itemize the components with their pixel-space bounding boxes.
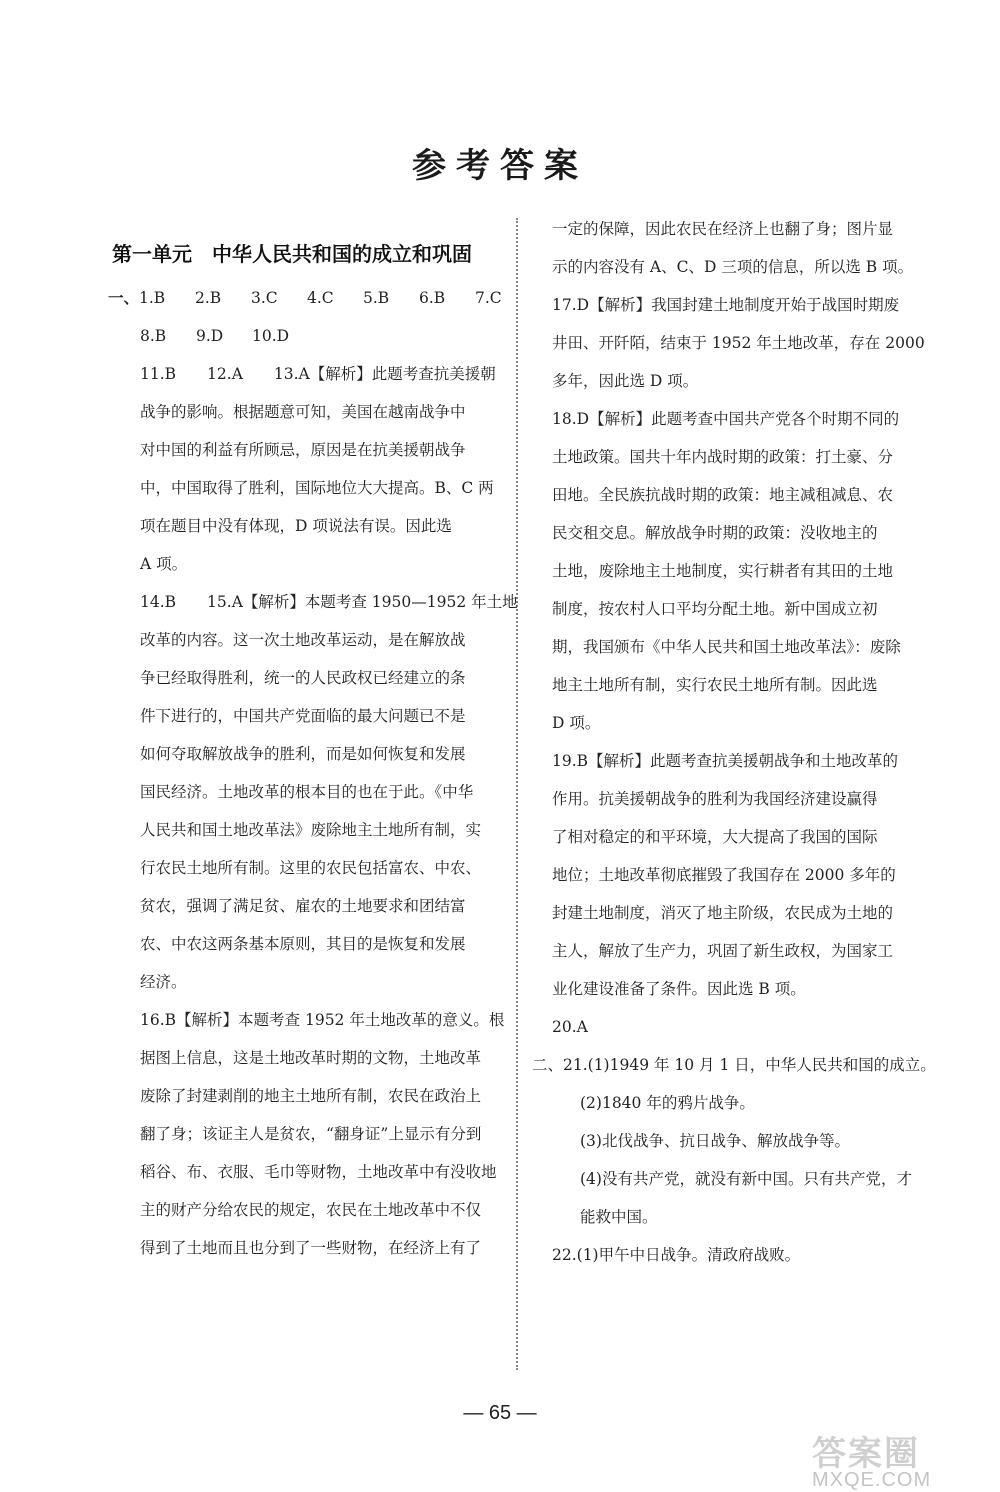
- left-column: [108, 210, 518, 1267]
- answer-line: 田地。全民族抗战时期的政策：地主减租减息、农: [552, 486, 894, 504]
- answer-line: (4)没有共产党，就没有新中国。只有共产党，才: [580, 1170, 912, 1188]
- answer-line: 对中国的利益有所顾忌，原因是在抗美援朝战争: [140, 441, 466, 459]
- unit-title: 第一单元 中华人民共和国的成立和巩固: [112, 242, 472, 266]
- answer-line: 稻谷、布、衣服、毛巾等财物，土地改革中有没收地: [140, 1163, 497, 1181]
- answer-line: 国民经济。土地改革的根本目的也在于此。《中华: [140, 783, 474, 801]
- answer-line: 期，我国颁布《中华人民共和国土地改革法》：废除: [552, 638, 901, 656]
- answer-line: 19.B【解析】此题考查抗美援朝战争和土地改革的: [552, 752, 899, 770]
- watermark-logo-text: 答案圈: [812, 1435, 920, 1473]
- answer-line: 据图上信息，这是土地改革时期的文物，土地改革: [140, 1049, 482, 1067]
- watermark-logo: [812, 1426, 988, 1491]
- answer-item: 6.B: [419, 289, 446, 307]
- answer-item: 3.C: [251, 289, 278, 307]
- answer-item: 1.B: [139, 289, 166, 307]
- answer-line: 18.D【解析】此题考查中国共产党各个时期不同的: [552, 410, 900, 428]
- answer-line: 地位；土地改革彻底摧毁了我国存在 2000 多年的: [552, 866, 896, 884]
- answer-item: 2.B: [195, 289, 222, 307]
- watermark-url: MXQE.COM: [812, 1469, 932, 1491]
- answer-line: 改革的内容。这一次土地改革运动，是在解放战: [140, 631, 466, 649]
- answer-item: 9.D: [196, 327, 224, 345]
- answer-line: 能救中国。: [580, 1208, 658, 1226]
- answer-line: 17.D【解析】我国封建土地制度开始于战国时期废: [552, 296, 900, 314]
- answer-line: 多年，因此选 D 项。: [552, 372, 699, 390]
- answer-line: 业化建设准备了条件。因此选 B 项。: [552, 980, 806, 998]
- answer-line: 如何夺取解放战争的胜利，而是如何恢复和发展: [140, 745, 466, 763]
- answer-line: 经济。: [140, 973, 187, 991]
- answer-line: 一定的保障，因此农民在经济上也翻了身；图片显: [552, 220, 894, 238]
- answer-row-2: [112, 317, 502, 355]
- answer-line: D 项。: [552, 714, 601, 732]
- answer-item: 7.C: [475, 289, 502, 307]
- answer-line: 得到了土地而且也分到了一些财物，在经济上有了: [140, 1239, 482, 1257]
- answer-line: 了相对稳定的和平环境，大大提高了我国的国际: [552, 828, 878, 846]
- page-number: — 65 —: [463, 1402, 537, 1424]
- answer-line: 民交租交息。解放战争时期的政策：没收地主的: [552, 524, 878, 542]
- answer-line: 中，中国取得了胜利，国际地位大大提高。B、C 两: [140, 479, 494, 497]
- answer-line: 井田、开阡陌，结束于 1952 年土地改革，存在 2000: [552, 334, 925, 352]
- answer-item: 5.B: [363, 289, 390, 307]
- answer-line: 二、21.(1)1949 年 10 月 1 日，中华人民共和国的成立。: [532, 1056, 936, 1074]
- answer-line: 翻了身；该证主人是贫农，“翻身证”上显示有分到: [140, 1125, 482, 1143]
- answer-line: 行农民土地所有制。这里的农民包括富农、中农、: [140, 859, 482, 877]
- answer-line: 争已经取得胜利，统一的人民政权已经建立的条: [140, 669, 466, 687]
- answer-line: 土地，废除地主土地制度，实行耕者有其田的土地: [552, 562, 894, 580]
- answer-line: 制度，按农村人口平均分配土地。新中国成立初: [552, 600, 878, 618]
- answer-line: A 项。: [140, 555, 188, 573]
- right-column: [532, 210, 936, 1274]
- answer-line: 土地政策。国共十年内战时期的政策：打土豪、分: [552, 448, 894, 466]
- answer-line: 贫农，强调了满足贫、雇农的土地要求和团结富: [140, 897, 466, 915]
- answer-line: 16.B【解析】本题考查 1952 年土地改革的意义。根: [140, 1011, 505, 1029]
- answer-line: 废除了封建剥削的地主土地所有制，农民在政治上: [140, 1087, 482, 1105]
- answer-item: 4.C: [307, 289, 334, 307]
- answer-line: 件下进行的，中国共产党面临的最大问题已不是: [140, 707, 466, 725]
- column-divider: [516, 218, 518, 1370]
- answer-line: (2)1840 年的鸦片战争。: [580, 1094, 755, 1112]
- answer-line: 主人，解放了生产力，巩固了新生政权，为国家工: [552, 942, 894, 960]
- answer-line: 14.B 15.A【解析】本题考查 1950—1952 年土地: [140, 593, 518, 611]
- answer-line: 主的财产分给农民的规定，农民在土地改革中不仅: [140, 1201, 482, 1219]
- answer-line: 22.(1)甲午中日战争。清政府战败。: [552, 1246, 801, 1264]
- answer-line: 示的内容没有 A、C、D 三项的信息，所以选 B 项。: [552, 258, 914, 276]
- answer-row-1: [108, 279, 502, 317]
- answer-line: (3)北伐战争、抗日战争、解放战争等。: [580, 1132, 850, 1150]
- page-title: 参考答案: [412, 146, 588, 186]
- answer-line: 项在题目中没有体现，D 项说法有误。因此选: [140, 517, 452, 535]
- answer-line: 作用。抗美援朝战争的胜利为我国经济建设赢得: [552, 790, 878, 808]
- part-label: 一、: [108, 288, 140, 307]
- answer-line: 农、中农这两条基本原则，其目的是恢复和发展: [140, 935, 466, 953]
- answer-item: 10.D: [252, 327, 290, 345]
- answer-line: 战争的影响。根据题意可知，美国在越南战争中: [140, 403, 466, 421]
- answer-line: 地主土地所有制，实行农民土地所有制。因此选: [552, 676, 878, 694]
- answer-line: 20.A: [552, 1018, 588, 1036]
- answer-line: 封建土地制度，消灭了地主阶级，农民成为土地的: [552, 904, 894, 922]
- answer-item: 8.B: [140, 327, 167, 345]
- answer-line: 11.B 12.A 13.A【解析】此题考查抗美援朝: [140, 365, 496, 383]
- answer-line: 人民共和国土地改革法》废除地主土地所有制，实: [140, 821, 482, 839]
